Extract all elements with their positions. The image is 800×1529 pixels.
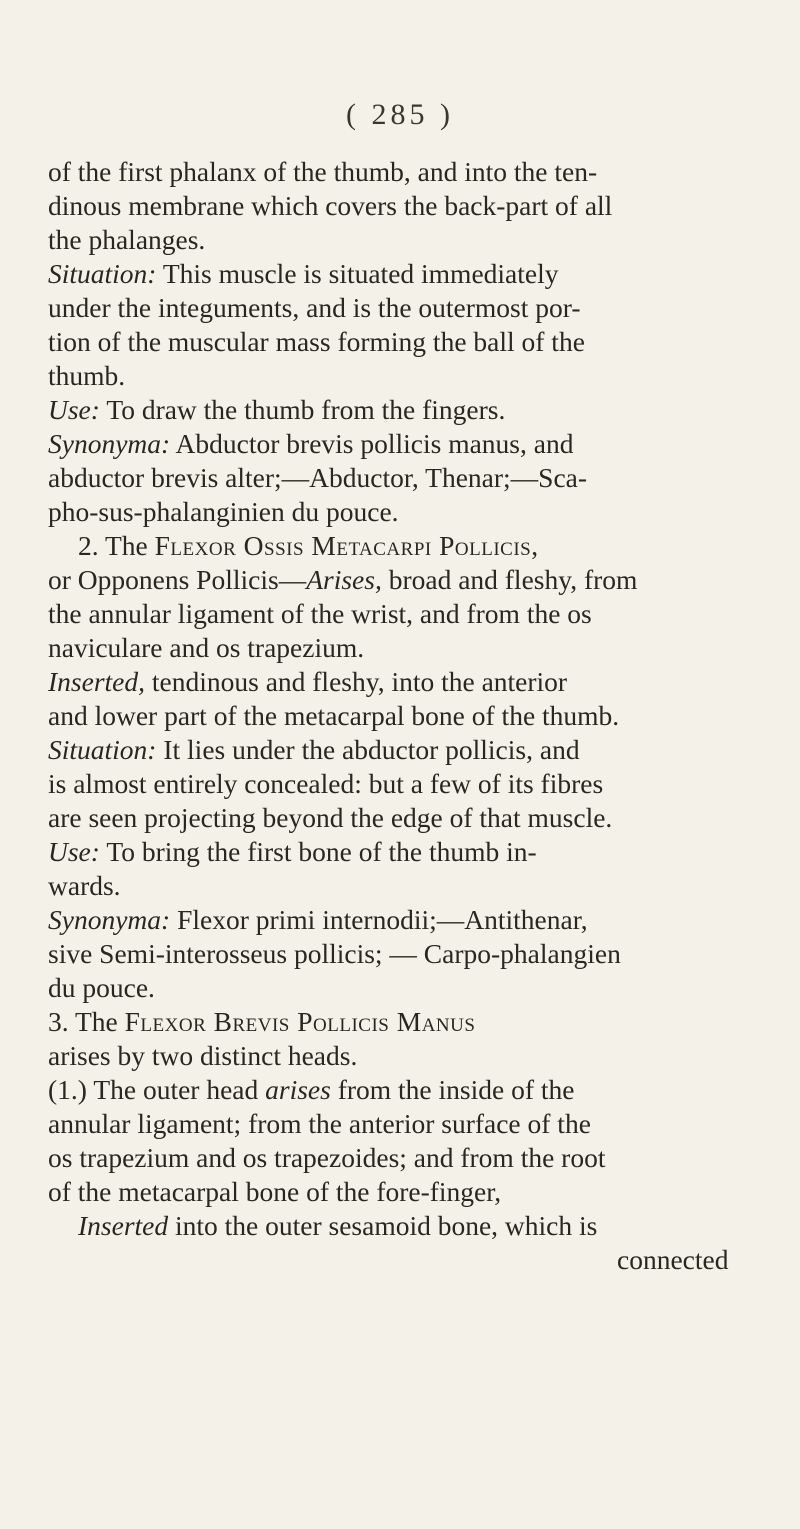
text-line: Inserted, tendinous and fleshy, into the anterior: [48, 666, 568, 697]
text-line: 3. The Flexor Brevis Pollicis Manus: [48, 1006, 476, 1037]
text-line: sive Semi-interosseus pollicis; — Carpo-phalangien: [48, 938, 621, 969]
text-line: and lower part of the metacarpal bone of the thumb.: [48, 700, 620, 731]
text-line: thumb.: [48, 360, 126, 391]
text-line: arises by two distinct heads.: [48, 1040, 358, 1071]
text-line: pho-sus-phalanginien du pouce.: [48, 496, 399, 527]
text-line: the phalanges.: [48, 224, 206, 255]
text-line: Inserted into the outer sesamoid bone, which is: [78, 1210, 598, 1241]
text-line: the annular ligament of the wrist, and from the os: [48, 598, 592, 629]
text-line: under the integuments, and is the outermost por-: [48, 292, 581, 323]
text-line: naviculare and os trapezium.: [48, 632, 365, 663]
text-line: Synonyma: Abductor brevis pollicis manus, and: [48, 428, 574, 459]
catchword: connected: [617, 1244, 729, 1275]
text-line: du pouce.: [48, 972, 155, 1003]
text-line: wards.: [48, 870, 121, 901]
text-line: tion of the muscular mass forming the ball of the: [48, 326, 585, 357]
text-line: Situation: This muscle is situated immediately: [48, 258, 559, 289]
text-line: of the metacarpal bone of the fore-finger,: [48, 1176, 502, 1207]
text-line: (1.) The outer head arises from the inside of the: [48, 1074, 575, 1105]
text-line: 2. The Flexor Ossis Metacarpi Pollicis,: [78, 530, 539, 561]
text-line: or Opponens Pollicis—Arises, broad and fleshy, from: [48, 564, 638, 595]
text-line: are seen projecting beyond the edge of that muscle.: [48, 802, 613, 833]
text-line: Situation: It lies under the abductor pollicis, and: [48, 734, 580, 765]
text-line: is almost entirely concealed: but a few of its fibres: [48, 768, 604, 799]
text-line: Use: To bring the first bone of the thumb in-: [48, 836, 537, 867]
text-line: Synonyma: Flexor primi internodii;—Antithenar,: [48, 904, 588, 935]
text-line: dinous membrane which covers the back-part of all: [48, 190, 613, 221]
text-line: Use: To draw the thumb from the fingers.: [48, 394, 506, 425]
text-line: os trapezium and os trapezoides; and from the root: [48, 1142, 606, 1173]
text-line: of the first phalanx of the thumb, and into the ten-: [48, 156, 598, 187]
page-number: ( 285 ): [346, 98, 454, 131]
text-line: annular ligament; from the anterior surface of the: [48, 1108, 591, 1139]
text-line: abductor brevis alter;—Abductor, Thenar;—Sca-: [48, 462, 588, 493]
